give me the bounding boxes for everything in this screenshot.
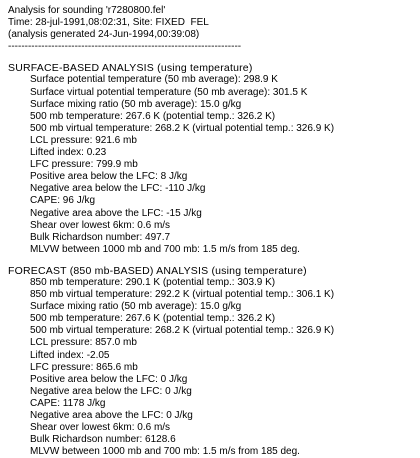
header-separator: ---------------------------------------------------------------------- — [8, 41, 242, 53]
sounding-analysis-document — [8, 5, 413, 458]
list-item: Negative area above the LFC: 0 J/kg — [30, 410, 193, 421]
forecast-section — [8, 265, 413, 458]
list-item: MLVW between 1000 mb and 700 mb: 1.5 m/s from 185 deg. — [30, 243, 300, 255]
analysis-filename-line: Analysis for sounding 'r7280800.fel' — [8, 5, 166, 16]
list-item: Lifted index: -2.05 — [30, 349, 110, 361]
list-item: CAPE: 96 J/kg — [30, 195, 96, 207]
list-item: Shear over lowest 6km: 0.6 m/s — [30, 422, 171, 434]
list-item: LCL pressure: 921.6 mb — [30, 134, 137, 146]
list-item: LCL pressure: 857.0 mb — [30, 337, 137, 349]
list-item: MLVW between 1000 mb and 700 mb: 1.5 m/s from 185 deg. — [30, 446, 300, 458]
spacer — [8, 256, 413, 265]
surface-based-section — [8, 62, 413, 256]
list-item: Positive area below the LFC: 0 J/kg — [30, 373, 188, 385]
list-item: Lifted index: 0.23 — [30, 147, 107, 159]
section-title: FORECAST (850 mb-BASED) ANALYSIS (using temperature) — [8, 264, 307, 277]
list-item: 500 mb temperature: 267.6 K (potential temp.: 326.2 K) — [30, 313, 276, 325]
list-item: CAPE: 1178 J/kg — [30, 397, 106, 409]
time-site-line: Time: 28-jul-1991,08:02:31, Site: FIXED FEL — [8, 17, 209, 29]
list-item: Shear over lowest 6km: 0.6 m/s — [30, 219, 171, 231]
list-item: Negative area above the LFC: -15 J/kg — [30, 207, 202, 219]
list-item: Positive area below the LFC: 8 J/kg — [30, 171, 188, 183]
list-item: Bulk Richardson number: 6128.6 — [30, 434, 176, 446]
spacer — [8, 53, 413, 62]
list-item: 850 mb virtual temperature: 292.2 K (virtual potential temp.: 306.1 K) — [30, 289, 335, 301]
list-item: Bulk Richardson number: 497.7 — [30, 231, 171, 243]
document-header — [8, 5, 413, 53]
list-item: Surface mixing ratio (50 mb average): 15.0 g/kg — [30, 98, 242, 110]
list-item: 500 mb virtual temperature: 268.2 K (virtual potential temp.: 326.9 K) — [30, 122, 335, 134]
list-item: 850 mb temperature: 290.1 K (potential temp.: 303.9 K) — [30, 276, 276, 288]
list-item: LFC pressure: 799.9 mb — [30, 159, 138, 171]
list-item: Surface mixing ratio (50 mb average): 15.0 g/kg — [30, 301, 242, 313]
list-item: Negative area below the LFC: -110 J/kg — [30, 183, 206, 195]
list-item: Surface potential temperature (50 mb average): 298.9 K — [30, 74, 278, 86]
generated-date-line: (analysis generated 24-Jun-1994,00:39:08) — [8, 29, 200, 41]
list-item: Negative area below the LFC: 0 J/kg — [30, 385, 192, 397]
section-title: SURFACE-BASED ANALYSIS (using temperature) — [8, 62, 253, 75]
list-item: Surface virtual potential temperature (50 mb average): 301.5 K — [30, 86, 308, 98]
list-item: 500 mb temperature: 267.6 K (potential temp.: 326.2 K) — [30, 110, 276, 122]
list-item: 500 mb virtual temperature: 268.2 K (virtual potential temp.: 326.9 K) — [30, 325, 335, 337]
list-item: LFC pressure: 865.6 mb — [30, 361, 138, 373]
